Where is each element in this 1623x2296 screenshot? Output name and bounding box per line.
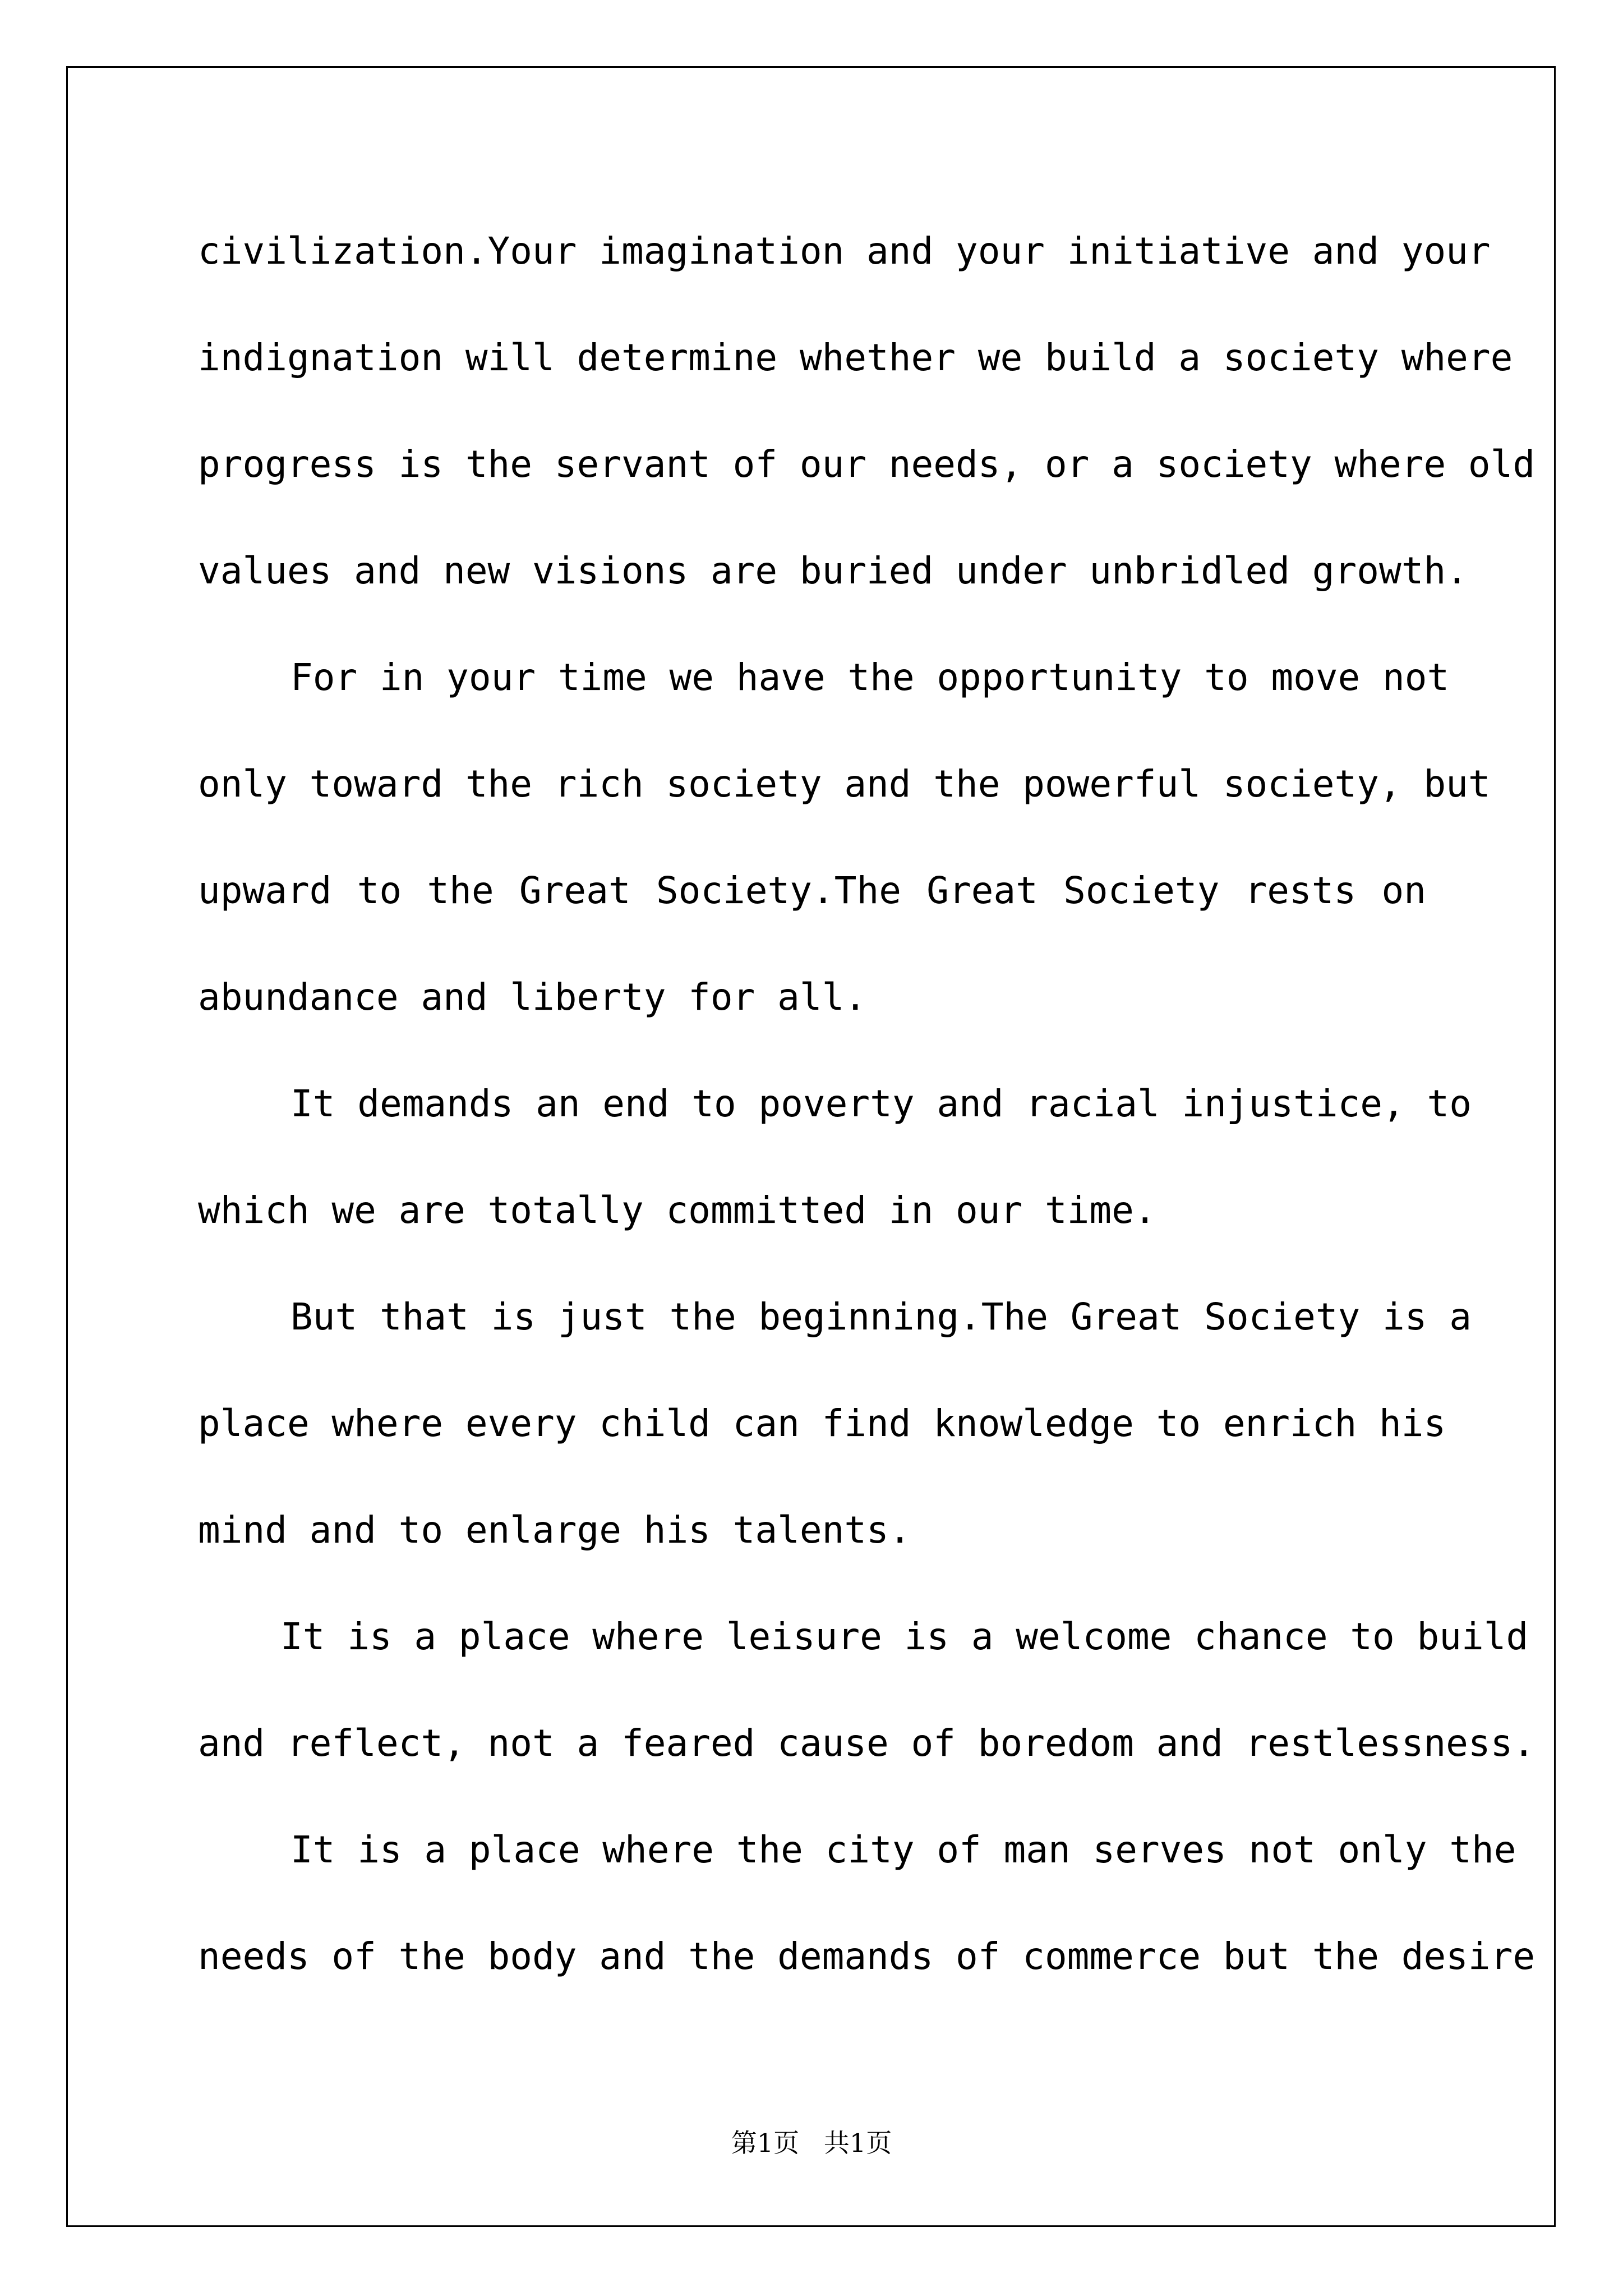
paragraph-first-line: It demands an end to poverty and racial injustice, to — [291, 1082, 1472, 1125]
page-footer: 第1页 共1页 — [731, 2128, 892, 2158]
paragraph-first-line: It is a place where leisure is a welcome chance to build — [280, 1615, 1529, 1658]
body-text-line: which we are totally committed in our time. — [198, 1189, 1156, 1232]
body-text-line: civilization.Your imagination and your initiative and your — [198, 229, 1491, 273]
body-text-line: mind and to enlarge his talents. — [198, 1508, 911, 1552]
body-text-line: abundance and liberty for all. — [198, 976, 867, 1019]
body-text-line: only toward the rich society and the powerful society, but — [198, 762, 1491, 806]
paragraph-first-line: For in your time we have the opportunity to move not — [291, 656, 1450, 699]
paragraph-first-line: But that is just the beginning.The Great Society is a — [291, 1295, 1472, 1338]
body-text-line: indignation will determine whether we build a society where — [198, 336, 1513, 379]
paragraph-first-line: It is a place where the city of man serves not only the — [291, 1828, 1516, 1871]
body-text-line: progress is the servant of our needs, or a society where old — [198, 443, 1536, 486]
body-text-line: needs of the body and the demands of commerce but the desire — [198, 1935, 1536, 1978]
body-text-line: place where every child can find knowledge to enrich his — [198, 1402, 1446, 1445]
body-text-line: values and new visions are buried under unbridled growth. — [198, 549, 1468, 592]
page-border — [66, 66, 1556, 2227]
body-text-line: and reflect, not a feared cause of boredom and restlessness. — [198, 1722, 1536, 1765]
body-text-line: upward to the Great Society.The Great Society rests on — [198, 869, 1426, 912]
